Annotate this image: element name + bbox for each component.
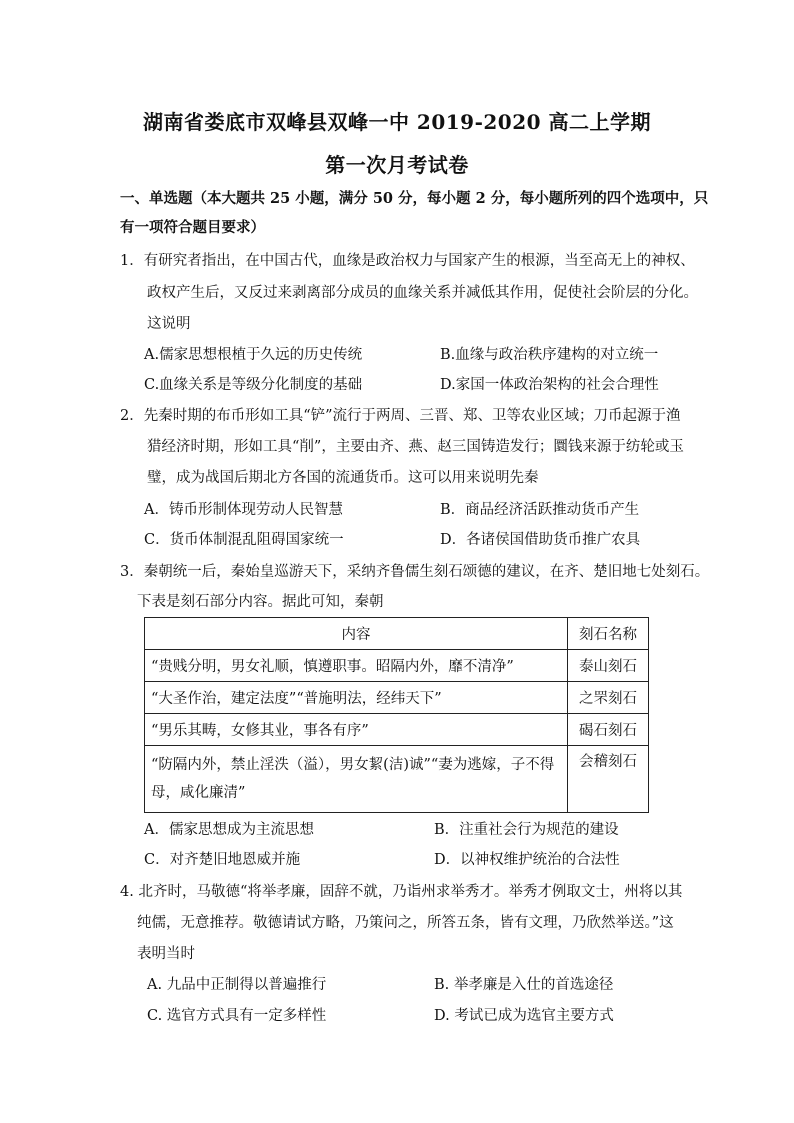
- q1-line-1: 1．有研究者指出，在中国古代，血缘是政治权力与国家产生的根源，当至高无上的神权、: [120, 253, 695, 269]
- table-row: [145, 650, 649, 682]
- q2-line-1: 2．先秦时期的布币形如工具“铲”流行于两周、三晋、郑、卫等农业区域；刀币起源于渔: [120, 408, 681, 424]
- table-row: [145, 714, 649, 746]
- table-header-name: 刻石名称: [568, 618, 649, 650]
- table-cell-content: “防隔内外，禁止淫泆（溢），男女絜(洁)诚”“妻为逃嫁，子不得母，咸化廉清”: [145, 746, 568, 813]
- table-header-row: [145, 618, 649, 650]
- q3-option-a: A．儒家思想成为主流思想: [144, 822, 314, 838]
- q1-option-a: A.儒家思想根植于久远的历史传统: [144, 347, 363, 363]
- q2-option-c: C．货币体制混乱阻碍国家统一: [144, 532, 344, 548]
- q1-option-c: C.血缘关系是等级分化制度的基础: [144, 377, 363, 393]
- q4-line-2: 纯儒，无意推荐。敬德请试方略，乃策问之，所答五条，皆有文理，乃欣然举送。”这: [137, 915, 674, 931]
- q2-option-b: B．商品经济活跃推动货币产生: [440, 502, 640, 518]
- title-line-2: 第一次月考试卷: [325, 153, 469, 177]
- table-cell-name: 之罘刻石: [568, 682, 649, 714]
- q2-option-d: D．各诸侯国借助货币推广农具: [440, 532, 641, 548]
- table-cell-content: “大圣作治，建定法度”“普施明法，经纬天下”: [145, 682, 568, 714]
- q3-option-b: B．注重社会行为规范的建设: [434, 822, 619, 838]
- q1-line-3: 这说明: [147, 316, 191, 332]
- q1-line-2: 政权产生后，又反过来剥离部分成员的血缘关系并减低其作用，促使社会阶层的分化。: [147, 285, 698, 301]
- q4-option-c: C. 选官方式具有一定多样性: [147, 1008, 327, 1024]
- table-cell-content: “贵贱分明，男女礼顺，慎遵职事。昭隔内外，靡不清净”: [145, 650, 568, 682]
- table-cell-name: 会稽刻石: [568, 746, 649, 813]
- table-cell-content: “男乐其畴，女修其业，事各有序”: [145, 714, 568, 746]
- table-cell-name: 泰山刻石: [568, 650, 649, 682]
- q3-option-d: D．以神权维护统治的合法性: [434, 852, 620, 868]
- q1-option-b: B.血缘与政治秩序建构的对立统一: [440, 347, 659, 363]
- inscription-table: [144, 617, 649, 813]
- q3-option-c: C．对齐楚旧地恩威并施: [144, 852, 301, 868]
- table-row: [145, 746, 649, 813]
- table-cell-name: 碣石刻石: [568, 714, 649, 746]
- q2-line-2: 猎经济时期，形如工具“削”，主要由齐、燕、赵三国铸造发行；圜钱来源于纺轮或玉: [147, 439, 684, 455]
- q1-option-d: D.家国一体政治架构的社会合理性: [440, 377, 659, 393]
- q3-line-2: 下表是刻石部分内容。据此可知，秦朝: [137, 594, 384, 610]
- q2-option-a: A．铸币形制体现劳动人民智慧: [144, 502, 343, 518]
- table-header-content: 内容: [145, 618, 568, 650]
- q2-line-3: 璧，成为战国后期北方各国的流通货币。这可以用来说明先秦: [147, 470, 539, 486]
- q4-line-3: 表明当时: [137, 946, 195, 962]
- q3-line-1: 3．秦朝统一后，秦始皇巡游天下，采纳齐鲁儒生刻石颂德的建议，在齐、楚旧地七处刻石。: [120, 564, 710, 580]
- q4-option-a: A. 九品中正制得以普遍推行: [147, 977, 327, 993]
- q4-option-d: D. 考试已成为选官主要方式: [434, 1008, 614, 1024]
- title-line-1: 湖南省娄底市双峰县双峰一中 2019-2020 高二上学期: [142, 110, 652, 134]
- section-heading-line-1: 一、单选题（本大题共 25 小题，满分 50 分，每小题 2 分，每小题所列的四个选项中，只: [120, 190, 709, 207]
- section-heading-line-2: 有一项符合题目要求）: [120, 219, 265, 236]
- q4-option-b: B. 举孝廉是入仕的首选途径: [434, 977, 614, 993]
- q4-line-1: 4. 北齐时，马敬德“将举孝廉，固辞不就，乃诣州求举秀才。举秀才例取文士，州将以其: [120, 884, 683, 900]
- table-row: [145, 682, 649, 714]
